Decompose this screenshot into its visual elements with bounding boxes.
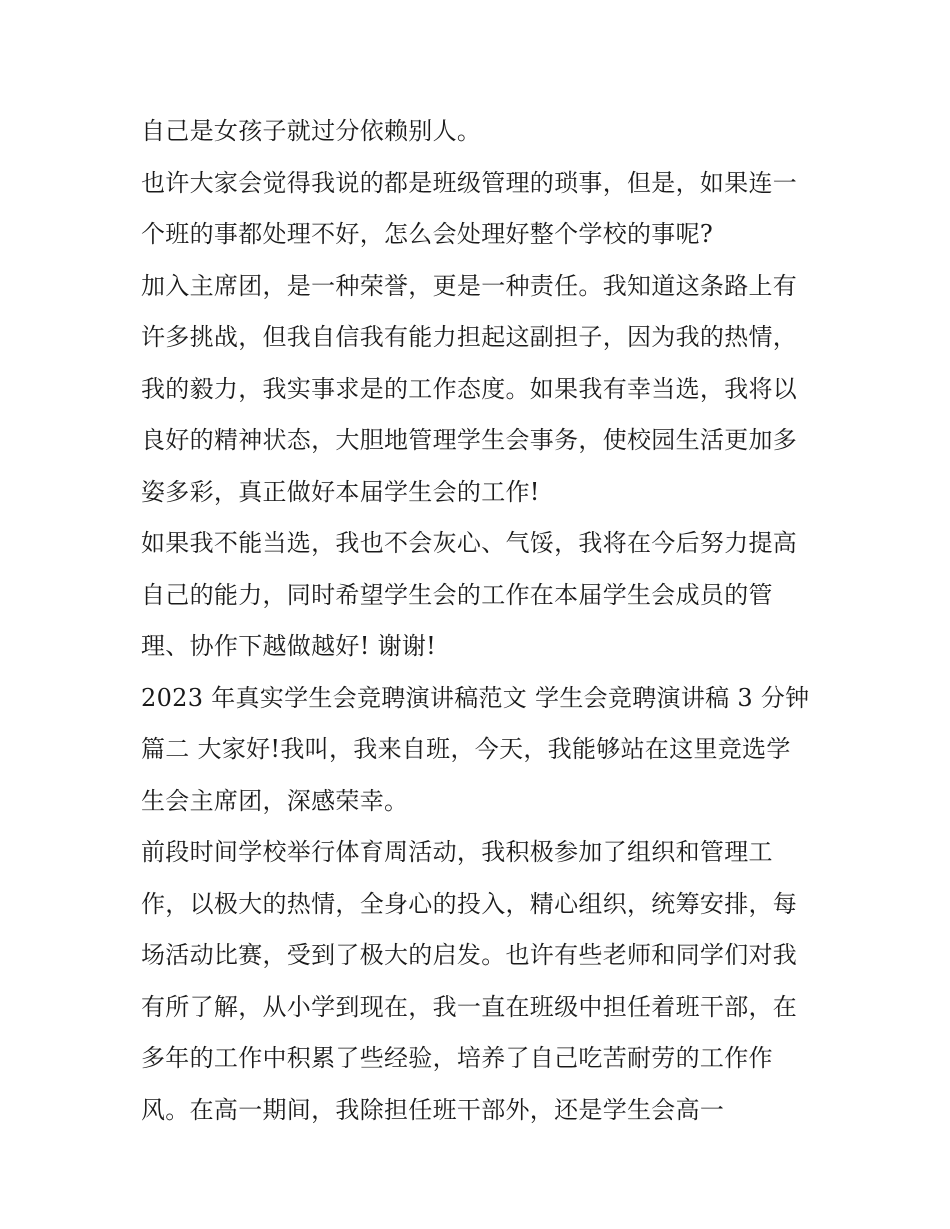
text-line: 风。在高一期间，我除担任班干部外，还是学生会高一 bbox=[141, 1095, 725, 1124]
text-line: 生会主席团，深感荣幸。 bbox=[141, 786, 409, 815]
text-line: 自己是女孩子就过分依赖别人。 bbox=[141, 117, 482, 145]
text-line: 篇二 大家好!我叫，我来自班，今天，我能够站在这里竞选学 bbox=[141, 735, 791, 763]
text-line: 我的毅力，我实事求是的工作态度。如果我有幸当选，我将以 bbox=[141, 374, 798, 403]
text-line: 理、协作下越做越好! 谢谢! bbox=[141, 632, 437, 660]
text-line: 多年的工作中积累了些经验，培养了自己吃苦耐劳的工作作 bbox=[141, 1044, 773, 1072]
text-line: 作，以极大的热情，全身心的投入，精心组织，统筹安排，每 bbox=[141, 889, 798, 918]
text-line: 有所了解，从小学到现在，我一直在班级中担任着班干部，在 bbox=[141, 992, 798, 1021]
text-line: 个班的事都处理不好，怎么会处理好整个学校的事呢? bbox=[141, 220, 714, 248]
text-line: 如果我不能当选，我也不会灰心、气馁，我将在今后努力提高 bbox=[141, 529, 798, 557]
text-line: 也许大家会觉得我说的都是班级管理的琐事，但是，如果连一 bbox=[141, 168, 798, 197]
text-line: 场活动比赛，受到了极大的启发。也许有些老师和同学们对我 bbox=[141, 941, 798, 969]
text-line: 加入主席团，是一种荣誉，更是一种责任。我知道这条路上有 bbox=[141, 271, 798, 300]
text-line: 2023 年真实学生会竞聘演讲稿范文 学生会竞聘演讲稿 3 分钟 bbox=[141, 683, 810, 712]
text-line: 姿多彩，真正做好本届学生会的工作! bbox=[141, 477, 540, 506]
text-line: 良好的精神状态，大胆地管理学生会事务，使校园生活更加多 bbox=[141, 426, 798, 454]
text-line: 许多挑战，但我自信我有能力担起这副担子，因为我的热情， bbox=[141, 323, 798, 351]
text-line: 前段时间学校举行体育周活动，我积极参加了组织和管理工 bbox=[141, 838, 773, 866]
text-line: 自己的能力，同时希望学生会的工作在本届学生会成员的管 bbox=[141, 580, 773, 609]
document-body bbox=[141, 106, 821, 1136]
